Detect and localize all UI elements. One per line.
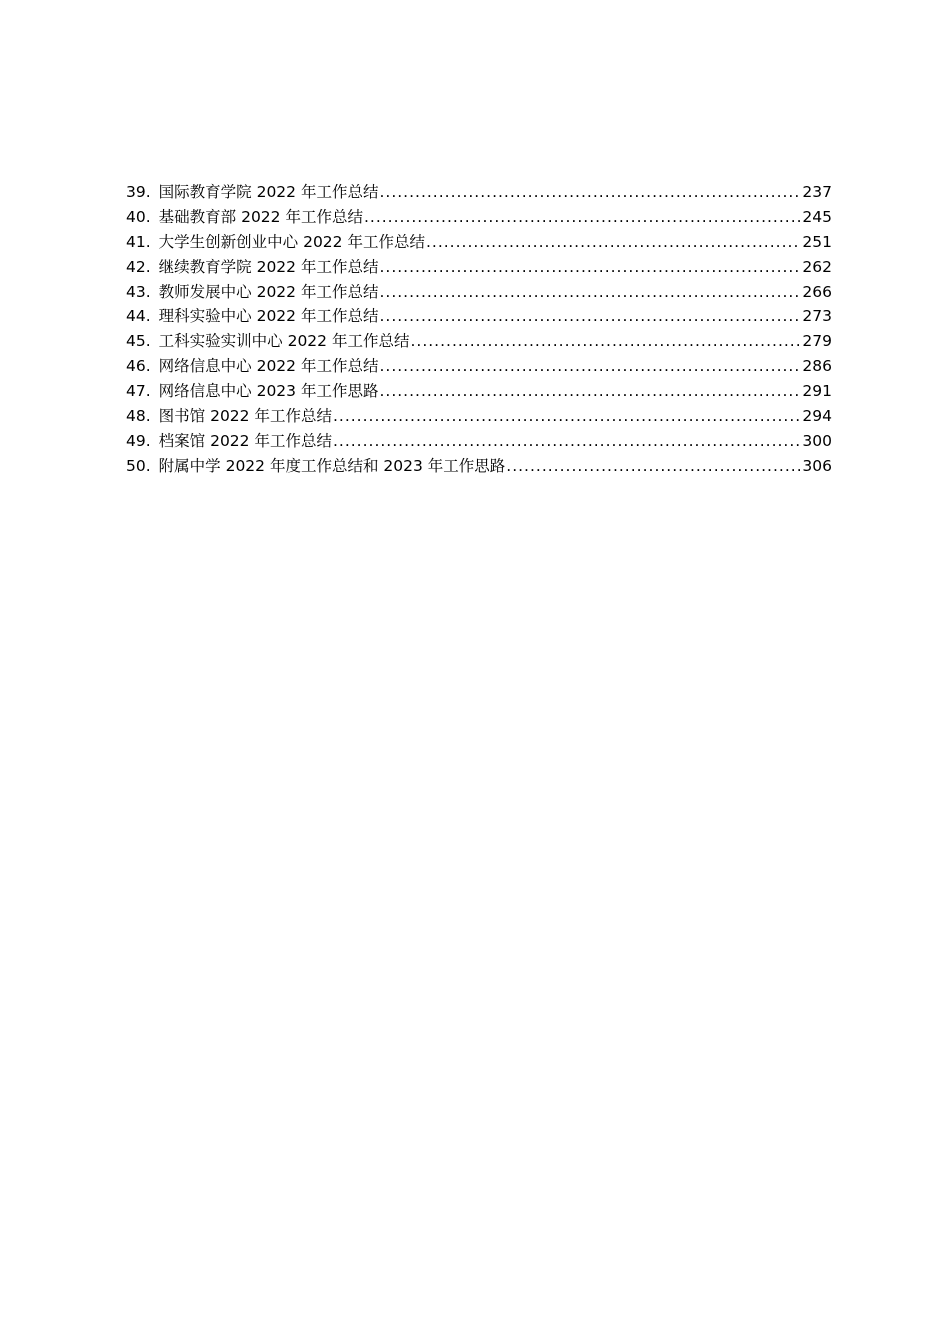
toc-entry-number: 41. [126, 232, 151, 251]
toc-entry[interactable] [126, 180, 832, 205]
toc-entry[interactable] [126, 454, 832, 479]
toc-entry[interactable] [126, 230, 832, 255]
toc-entry[interactable] [126, 379, 832, 404]
toc-entry-page: 273 [802, 307, 832, 326]
toc-entry-title: 图书馆 2022 年工作总结 [158, 407, 332, 426]
toc-entry-page: 279 [802, 332, 832, 351]
toc-entry-page: 294 [802, 407, 832, 426]
toc-dot-leader [333, 429, 801, 454]
toc-entry-title: 理科实验中心 2022 年工作总结 [158, 307, 379, 326]
toc-entry[interactable] [126, 329, 832, 354]
table-of-contents [126, 180, 832, 479]
toc-dot-leader [379, 180, 801, 205]
toc-entry-title: 网络信息中心 2023 年工作思路 [158, 382, 379, 401]
toc-entry-number: 47. [126, 382, 151, 401]
toc-entry-title: 继续教育学院 2022 年工作总结 [158, 257, 379, 276]
toc-dot-leader [379, 354, 801, 379]
toc-dot-leader [506, 454, 801, 479]
toc-dot-leader [333, 404, 801, 429]
toc-dot-leader [426, 230, 801, 255]
toc-entry[interactable] [126, 304, 832, 329]
toc-entry-number: 49. [126, 431, 151, 450]
toc-entry[interactable] [126, 255, 832, 280]
toc-dot-leader [379, 255, 801, 280]
toc-dot-leader [379, 280, 801, 305]
toc-entry-number: 45. [126, 332, 151, 351]
toc-dot-leader [364, 205, 801, 230]
toc-entry[interactable] [126, 354, 832, 379]
toc-entry-number: 39. [126, 183, 151, 201]
toc-entry-number: 44. [126, 307, 151, 326]
toc-dot-leader [379, 304, 801, 329]
toc-entry-page: 286 [802, 357, 832, 376]
toc-entry-title: 基础教育部 2022 年工作总结 [158, 207, 363, 226]
toc-dot-leader [410, 329, 801, 354]
toc-entry-page: 291 [802, 382, 832, 401]
toc-entry-number: 50. [126, 456, 151, 475]
toc-entry-title: 教师发展中心 2022 年工作总结 [158, 282, 379, 301]
toc-entry-number: 42. [126, 257, 151, 276]
toc-entry-title: 网络信息中心 2022 年工作总结 [158, 357, 379, 376]
toc-entry-number: 48. [126, 407, 151, 426]
toc-entry-page: 237 [802, 183, 832, 201]
toc-entry[interactable] [126, 280, 832, 305]
toc-entry-title: 国际教育学院 2022 年工作总结 [158, 183, 379, 201]
toc-entry-title: 附属中学 2022 年度工作总结和 2023 年工作思路 [158, 456, 506, 475]
toc-entry-page: 300 [802, 431, 832, 450]
toc-entry-page: 306 [802, 456, 832, 475]
toc-entry-page: 245 [802, 207, 832, 226]
toc-entry[interactable] [126, 205, 832, 230]
toc-entry-page: 251 [802, 232, 832, 251]
toc-entry-title: 工科实验实训中心 2022 年工作总结 [158, 332, 410, 351]
toc-entry-title: 大学生创新创业中心 2022 年工作总结 [158, 232, 425, 251]
toc-entry-number: 46. [126, 357, 151, 376]
toc-entry-title: 档案馆 2022 年工作总结 [158, 431, 332, 450]
toc-entry-page: 262 [802, 257, 832, 276]
toc-entry-page: 266 [802, 282, 832, 301]
toc-entry[interactable] [126, 404, 832, 429]
toc-entry-number: 43. [126, 282, 151, 301]
toc-entry[interactable] [126, 429, 832, 454]
toc-dot-leader [379, 379, 801, 404]
toc-entry-number: 40. [126, 207, 151, 226]
